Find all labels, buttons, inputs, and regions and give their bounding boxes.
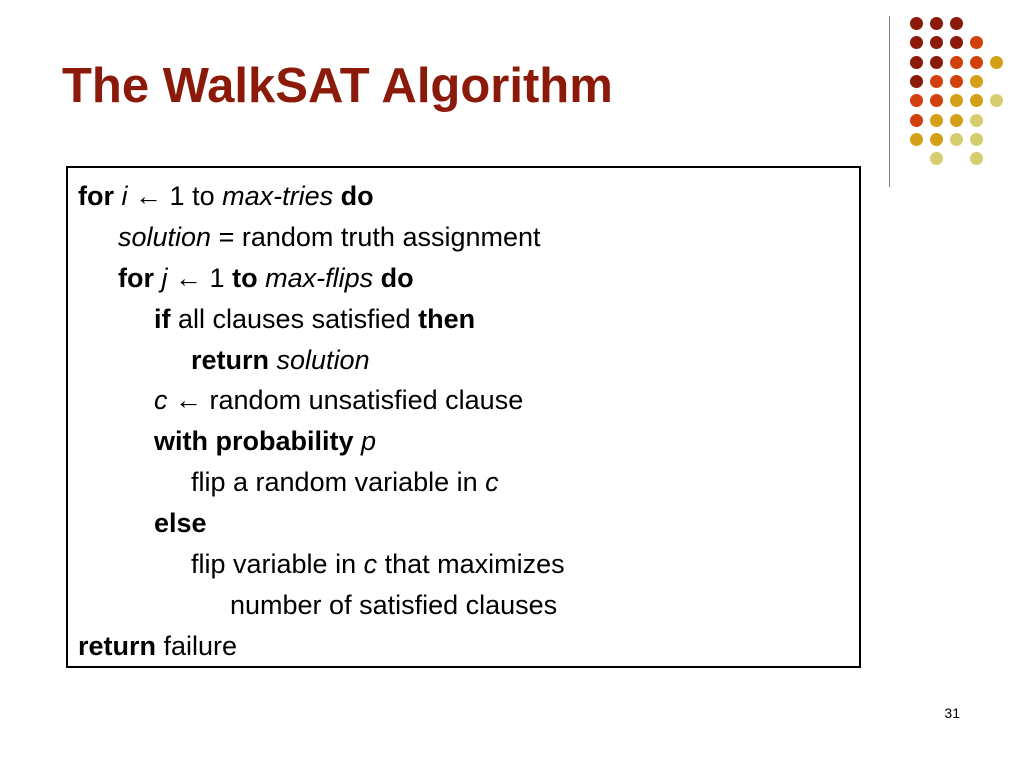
variable: solution bbox=[118, 222, 212, 252]
dot bbox=[910, 36, 923, 49]
dot bbox=[950, 114, 963, 127]
variable: i bbox=[121, 181, 128, 211]
code-line-7 bbox=[154, 425, 376, 457]
arrow-symbol: ← bbox=[175, 385, 203, 415]
keyword: return bbox=[191, 345, 270, 375]
dot bbox=[930, 36, 943, 49]
code-line-6 bbox=[154, 384, 523, 416]
keyword: then bbox=[418, 304, 476, 334]
code-text: all clauses satisfied bbox=[178, 304, 411, 334]
keyword: do bbox=[380, 263, 414, 293]
code-text: number of satisfied clauses bbox=[230, 590, 558, 620]
arrow-symbol: ← bbox=[175, 263, 203, 293]
divider-line bbox=[889, 16, 890, 187]
dot bbox=[930, 133, 943, 146]
dot bbox=[970, 114, 983, 127]
code-line-12 bbox=[78, 630, 237, 662]
code-text: that maximizes bbox=[384, 549, 565, 579]
variable: solution bbox=[276, 345, 370, 375]
variable: j bbox=[161, 263, 168, 293]
arrow-symbol: ← bbox=[135, 181, 163, 211]
dot bbox=[970, 94, 983, 107]
dot bbox=[910, 94, 923, 107]
code-text: 1 to bbox=[169, 181, 215, 211]
keyword: for bbox=[118, 263, 154, 293]
code-line-4 bbox=[154, 303, 475, 335]
code-text: 1 bbox=[209, 263, 225, 293]
dot bbox=[930, 114, 943, 127]
dot bbox=[910, 17, 923, 30]
page-number: 31 bbox=[944, 705, 960, 721]
variable: c bbox=[485, 467, 499, 497]
dot bbox=[970, 133, 983, 146]
dot bbox=[950, 56, 963, 69]
code-line-9 bbox=[154, 507, 207, 539]
parameter: max-tries bbox=[222, 181, 334, 211]
dot bbox=[910, 114, 923, 127]
keyword: with probability bbox=[154, 426, 354, 456]
code-line-10 bbox=[191, 548, 565, 580]
keyword: else bbox=[154, 508, 207, 538]
dot bbox=[970, 56, 983, 69]
code-text: = random truth assignment bbox=[218, 222, 541, 252]
parameter: max-flips bbox=[265, 263, 374, 293]
variable: c bbox=[363, 549, 378, 579]
dot bbox=[970, 36, 983, 49]
keyword: for bbox=[78, 181, 114, 211]
code-line-8 bbox=[191, 466, 499, 498]
code-line-5 bbox=[191, 344, 370, 376]
code-text: flip variable in bbox=[191, 549, 357, 579]
dot bbox=[990, 56, 1003, 69]
code-line-11 bbox=[230, 589, 557, 621]
dot bbox=[950, 36, 963, 49]
dot bbox=[930, 17, 943, 30]
dot bbox=[930, 152, 943, 165]
dot bbox=[910, 133, 923, 146]
dot bbox=[970, 75, 983, 88]
dot bbox=[930, 94, 943, 107]
variable: c bbox=[154, 385, 168, 415]
dot bbox=[930, 56, 943, 69]
dot bbox=[970, 152, 983, 165]
keyword: return bbox=[78, 631, 157, 661]
code-text: flip a random variable in bbox=[191, 467, 478, 497]
code-text: random unsatisfied clause bbox=[209, 385, 524, 415]
keyword: do bbox=[340, 181, 374, 211]
variable: p bbox=[361, 426, 377, 456]
keyword: to bbox=[232, 263, 258, 293]
dot bbox=[910, 75, 923, 88]
dot bbox=[950, 17, 963, 30]
dot bbox=[950, 75, 963, 88]
code-text: failure bbox=[163, 631, 238, 661]
dot bbox=[990, 94, 1003, 107]
code-line-3 bbox=[118, 262, 414, 294]
algorithm-box bbox=[66, 166, 861, 668]
dot bbox=[950, 133, 963, 146]
dot bbox=[910, 56, 923, 69]
code-line-1 bbox=[78, 180, 374, 212]
slide-title: The WalkSAT Algorithm bbox=[62, 59, 613, 113]
keyword: if bbox=[154, 304, 171, 334]
dot bbox=[950, 94, 963, 107]
dot bbox=[930, 75, 943, 88]
code-line-2 bbox=[118, 221, 541, 253]
